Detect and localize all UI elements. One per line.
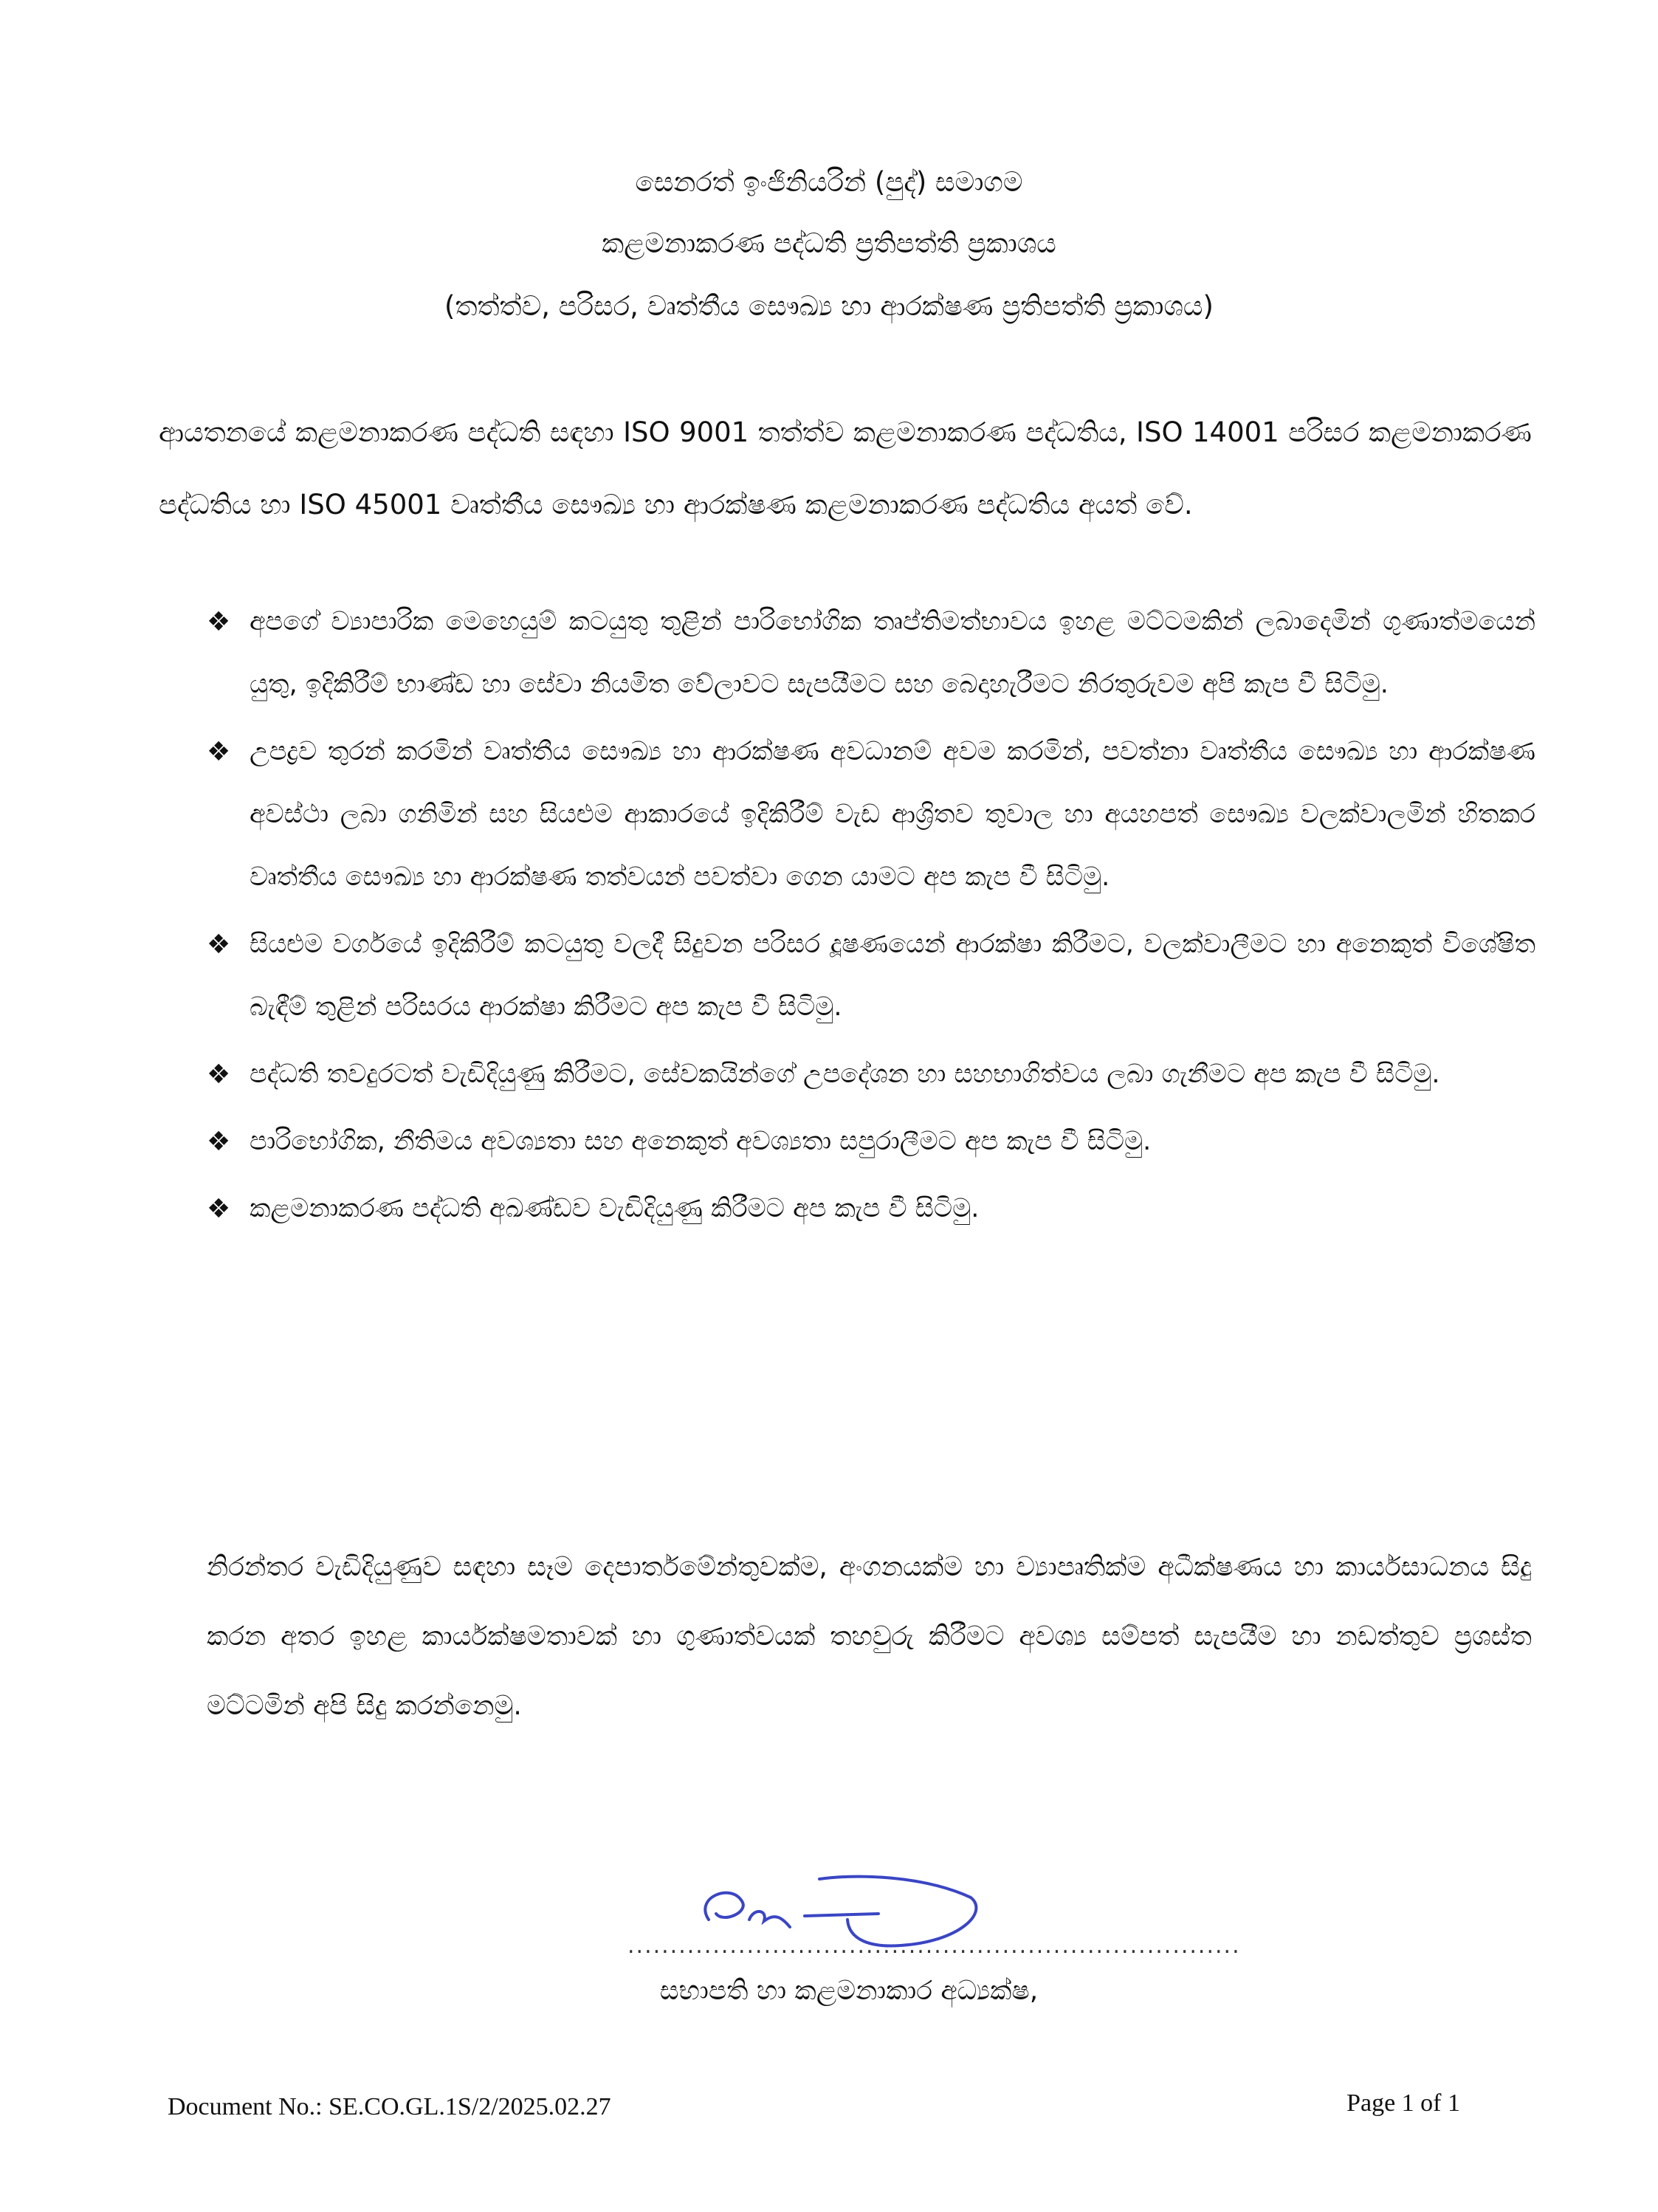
diamond-bullet-icon: ❖: [207, 737, 231, 767]
document-title: [0, 227, 1658, 260]
diamond-bullet-icon: ❖: [207, 1127, 231, 1157]
signatory-title: සභාපති හා කළමනාකාර අධ්‍යක්ෂ,: [659, 1976, 1039, 2006]
commitment-item: [207, 721, 1535, 909]
diamond-bullet-icon: ❖: [207, 1059, 231, 1090]
company-name-text: සෙනරත් ඉංජිනියරින් (පුද්) සමාගම: [635, 166, 1023, 198]
closing-paragraph: නිරන්තර වැඩිදියුණුව සඳහා සෑම දෙපාර්තමේන්තුවක්ම, අංගනයක්ම හා ව්‍යාපෘතික්ම අධීක්ෂණය හා කාර්යසාධනය සිදු කරන අතර ඉහළ කාර්යක්ෂමතාවක් හා ගුණාත්වයක් තහවුරු කිරීමට අවශ්‍ය සම්පත් සැපයීම හා නඩත්තුව ප්‍රශස්ත මට්ටමින් අපි සිදු කරන්නෙමු.: [207, 1552, 1532, 1721]
commitment-item: [207, 1110, 1535, 1173]
document-number: Document No.: SE.CO.GL.1S/2/2025.02.27: [168, 2093, 611, 2120]
commitment-text: සියළුම වර්ගයේ ඉදිකිරීම් කටයුතු වලදී සිදුවන පරිසර දූෂණයෙන් ආරක්ෂා කිරීමට, වලක්වාලීමට හා අනෙකුත් විශේෂිත බැඳීම් තුළින් පරිසරය ආරක්ෂා කිරීමට අප කැප වී සිටිමු.: [250, 930, 1535, 1022]
commitment-text: පාරිභෝගික, නීතිමය අවශ්‍යතා සහ අනෙකුත් අවශ්‍යතා සපුරාලීමට අප කැප වී සිටිමු.: [250, 1127, 1152, 1156]
commitment-text: අපගේ ව්‍යාපාරික මෙහෙයුම් කටයුතු තුළින් පාරිභෝගික තෘප්තිමත්භාවය ඉහළ මට්ටමකින් ලබාදෙමින් ගුණාත්මයෙන් යුතු, ඉදිකිරීම් භාණ්ඩ හා සේවා නියමිත වේලාවට සැපයීමට සහ බෙදාහැරීමට නිරතුරුවම අපි කැප වී සිටිමු.: [250, 607, 1535, 699]
commitment-item: [207, 591, 1535, 716]
diamond-bullet-icon: ❖: [207, 1194, 231, 1224]
commitment-text: උපද්‍රව තුරන් කරමින් වෘත්තීය සෞඛ්‍ය හා ආරක්ෂණ අවධානම් අවම කරමින්, පවත්නා වෘත්තීය සෞඛ්‍ය හා ආරක්ෂණ අවස්ථා ලබා ගනිමින් සහ සියළුම ආකාරයේ ඉදිකිරීම් වැඩ ආශ්‍රිතව තුවාල හා අයහපත් සෞඛ්‍ය වලක්වාලමින් හිතකර වෘත්තීය සෞඛ්‍ය හා ආරක්ෂණ තත්වයන් පවත්වා ගෙන යාමට අප කැප වී සිටිමු.: [250, 737, 1535, 892]
commitment-item: [207, 1178, 1535, 1240]
document-subtitle: [0, 290, 1658, 323]
commitment-item: [207, 1043, 1535, 1106]
signature-line: ........................................................................: [627, 1933, 1241, 1959]
page-number: Page 1 of 1: [1346, 2089, 1460, 2117]
diamond-bullet-icon: ❖: [207, 607, 231, 637]
commitment-item: [207, 913, 1535, 1039]
document-subtitle-text: (තත්ත්ව, පරිසර, වෘත්තීය සෞඛ්‍ය හා ආරක්ෂණ ප්‍රතිපත්ති ප්‍රකාශය): [444, 290, 1214, 322]
company-name: [0, 166, 1658, 199]
document-title-text: කළමනාකරණ පද්ධති ප්‍රතිපත්ති ප්‍රකාශය: [602, 227, 1056, 259]
signature-block: [568, 1868, 1241, 2030]
diamond-bullet-icon: ❖: [207, 930, 231, 960]
commitments-list: [207, 591, 1535, 1245]
commitment-text: පද්ධති තවදුරටත් වැඩිදියුණු කිරීමට, සේවකයින්ගේ උපදේශන හා සහභාගිත්වය ලබා ගැනීමට අප කැප වී සිටිමු.: [250, 1059, 1440, 1089]
commitment-text: කළමනාකරණ පද්ධති අඛණ්ඩව වැඩිදියුණු කිරීමට අප කැප වී සිටිමු.: [250, 1194, 980, 1223]
intro-paragraph: ආයතනයේ කළමනාකරණ පද්ධති සඳහා ISO 9001 තත්ත්ව කළමනාකරණ පද්ධතිය, ISO 14001 පරිසර කළමනාකරණ පද්ධතිය හා ISO 45001 වෘත්තීය සෞඛ්‍ය හා ආරක්ෂණ කළමනාකරණ පද්ධතිය අයත් වේ.: [159, 416, 1532, 521]
